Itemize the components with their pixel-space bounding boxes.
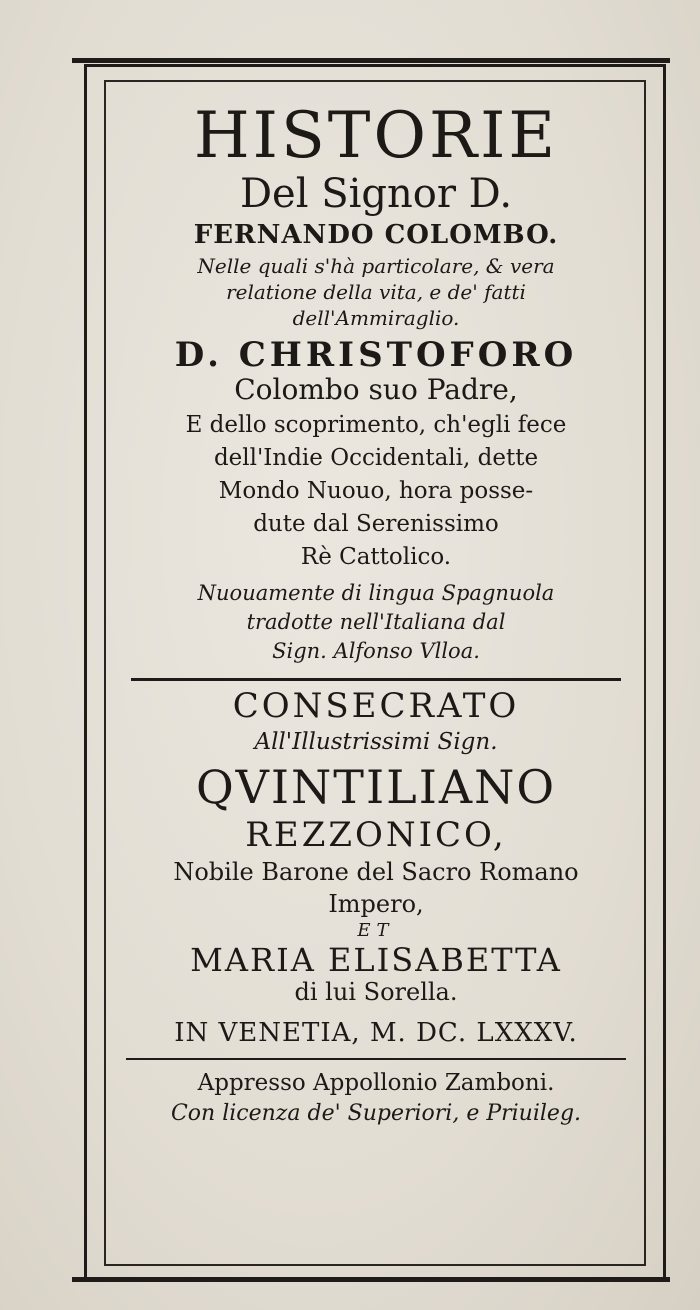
subtitle-line-1: Nelle quali s'hà particolare, & vera — [197, 254, 555, 278]
license: Con licenza de' Superiori, e Priuileg. — [170, 1101, 582, 1126]
description-line-5: Rè Cattolico. — [300, 544, 452, 570]
subject-relation: Colombo suo Padre, — [234, 373, 518, 406]
imprint-place-date: IN VENETIA, M. DC. LXXXV. — [174, 1018, 578, 1048]
title-page — [112, 84, 640, 1125]
title-line-2: Del Signor D. — [239, 171, 513, 217]
author-name: FERNANDO COLOMBO. — [193, 220, 559, 250]
dedicatee-surname-1: REZZONICO, — [245, 815, 507, 855]
dedicatee-name-2: MARIA ELISABETTA — [190, 941, 562, 979]
translation-line-3: Sign. Alfonso Vlloa. — [272, 639, 480, 663]
dedicatee-relation-2: di lui Sorella. — [294, 978, 458, 1006]
section-divider — [131, 678, 621, 681]
dedicatee-title-1: Nobile Barone del Sacro Romano — [173, 858, 579, 886]
subject-name: D. CHRISTOFORO — [174, 335, 578, 375]
subtitle-line-3: dell'Ammiraglio. — [292, 306, 460, 330]
main-title: HISTORIE — [193, 99, 559, 173]
consecrato: CONSECRATO — [232, 686, 520, 726]
dedicatee-title-2: Impero, — [328, 890, 424, 918]
description-line-3: Mondo Nuouo, hora posse- — [218, 478, 534, 504]
dedicatee-name-1: QVINTILIANO — [195, 760, 557, 814]
subtitle-line-2: relatione della vita, e de' fatti — [226, 280, 526, 304]
top-rule — [72, 58, 670, 63]
printer: Appresso Appollonio Zamboni. — [197, 1070, 555, 1096]
imprint-divider — [126, 1058, 626, 1060]
description-line-1: E dello scoprimento, ch'egli fece — [185, 412, 567, 438]
et-conjunction: ET — [357, 920, 395, 941]
description-line-4: dute dal Serenissimo — [253, 511, 499, 537]
description-line-2: dell'Indie Occidentali, dette — [213, 445, 539, 471]
translation-line-1: Nuouamente di lingua Spagnuola — [197, 581, 555, 605]
dedication-to: All'Illustrissimi Sign. — [254, 729, 498, 755]
translation-line-2: tradotte nell'Italiana dal — [246, 610, 506, 634]
